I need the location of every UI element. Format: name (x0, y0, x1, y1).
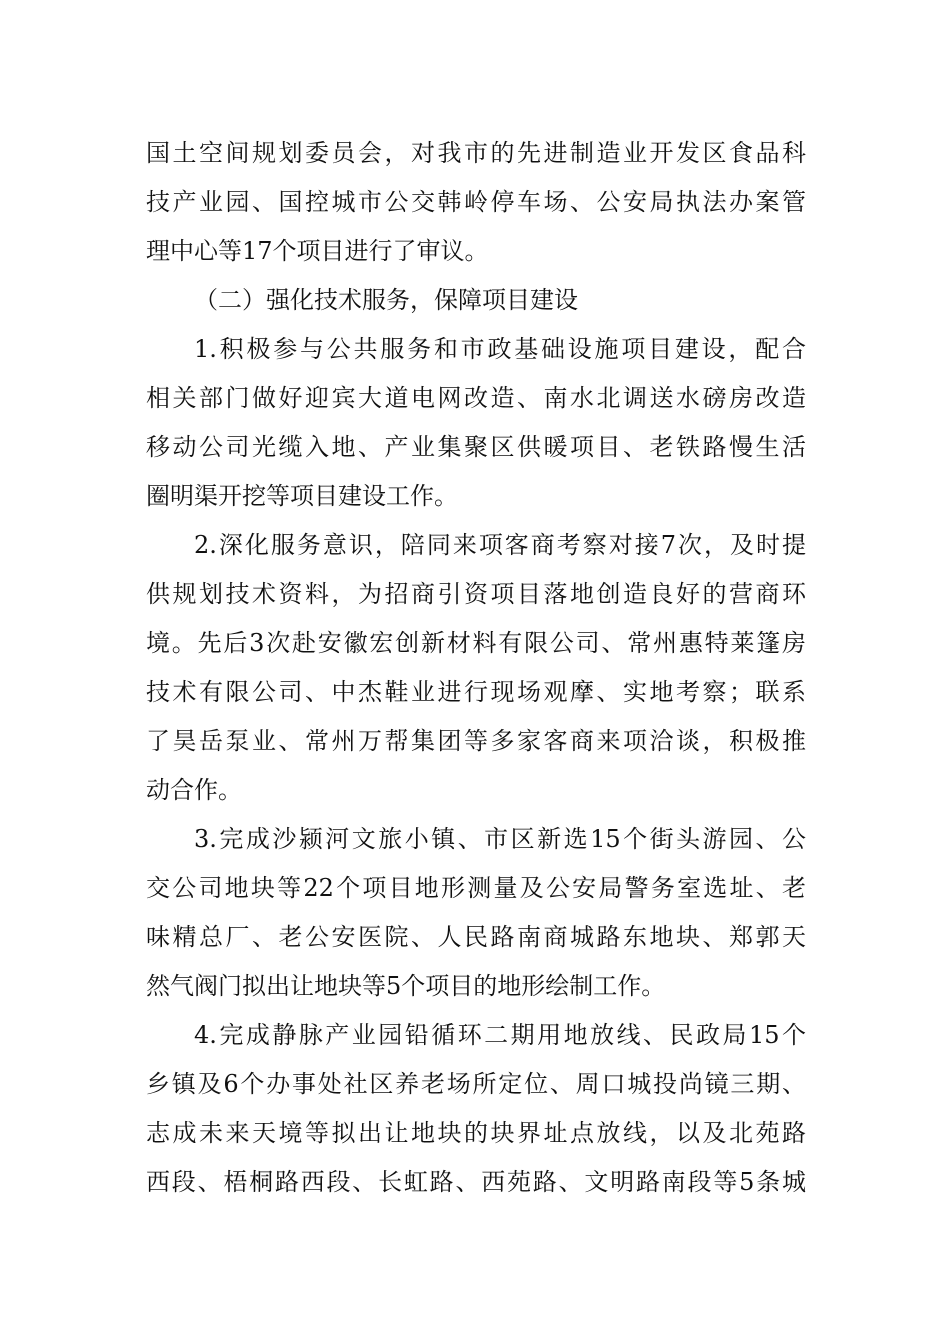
text-line: 1.积极参与公共服务和市政基础设施项目建设，配合 (194, 335, 806, 363)
text-line: 供规划技术资料，为招商引资项目落地创造良好的营商环 (146, 580, 806, 608)
text-line: 圈明渠开挖等项目建设工作。 (146, 482, 458, 510)
text-line: 移动公司光缆入地、产业集聚区供暖项目、老铁路慢生活 (146, 433, 806, 461)
text-line: 技术有限公司、中杰鞋业进行现场观摩、实地考察；联系 (146, 678, 806, 706)
text-line: 理中心等17个项目进行了审议。 (146, 237, 489, 265)
text-line: 然气阀门拟出让地块等5个项目的地形绘制工作。 (146, 972, 666, 1000)
text-line: 味精总厂、老公安医院、人民路南商城路东地块、郑郭天 (146, 923, 806, 951)
section-heading: （二）强化技术服务，保障项目建设 (194, 286, 578, 314)
text-line: 相关部门做好迎宾大道电网改造、南水北调送水磅房改造 (146, 384, 806, 412)
text-line: 4.完成静脉产业园铅循环二期用地放线、民政局15个 (194, 1021, 806, 1049)
text-line: 动合作。 (146, 776, 242, 804)
text-line: 国土空间规划委员会，对我市的先进制造业开发区食品科 (146, 139, 806, 167)
text-line: 技产业园、国控城市公交韩岭停车场、公安局执法办案管 (146, 188, 806, 216)
text-line: 西段、梧桐路西段、长虹路、西苑路、文明路南段等5条城 (146, 1168, 806, 1196)
text-line: 3.完成沙颍河文旅小镇、市区新选15个街头游园、公 (194, 825, 806, 853)
text-line: 了昊岳泵业、常州万帮集团等多家客商来项洽谈，积极推 (146, 727, 806, 755)
text-line: 境。先后3次赴安徽宏创新材料有限公司、常州惠特莱篷房 (146, 629, 806, 657)
text-line: 乡镇及6个办事处社区养老场所定位、周口城投尚镜三期、 (146, 1070, 806, 1098)
text-line: 2.深化服务意识，陪同来项客商考察对接7次，及时提 (194, 531, 806, 559)
text-line: 交公司地块等22个项目地形测量及公安局警务室选址、老 (146, 874, 806, 902)
text-line: 志成未来天境等拟出让地块的块界址点放线，以及北苑路 (146, 1119, 806, 1147)
